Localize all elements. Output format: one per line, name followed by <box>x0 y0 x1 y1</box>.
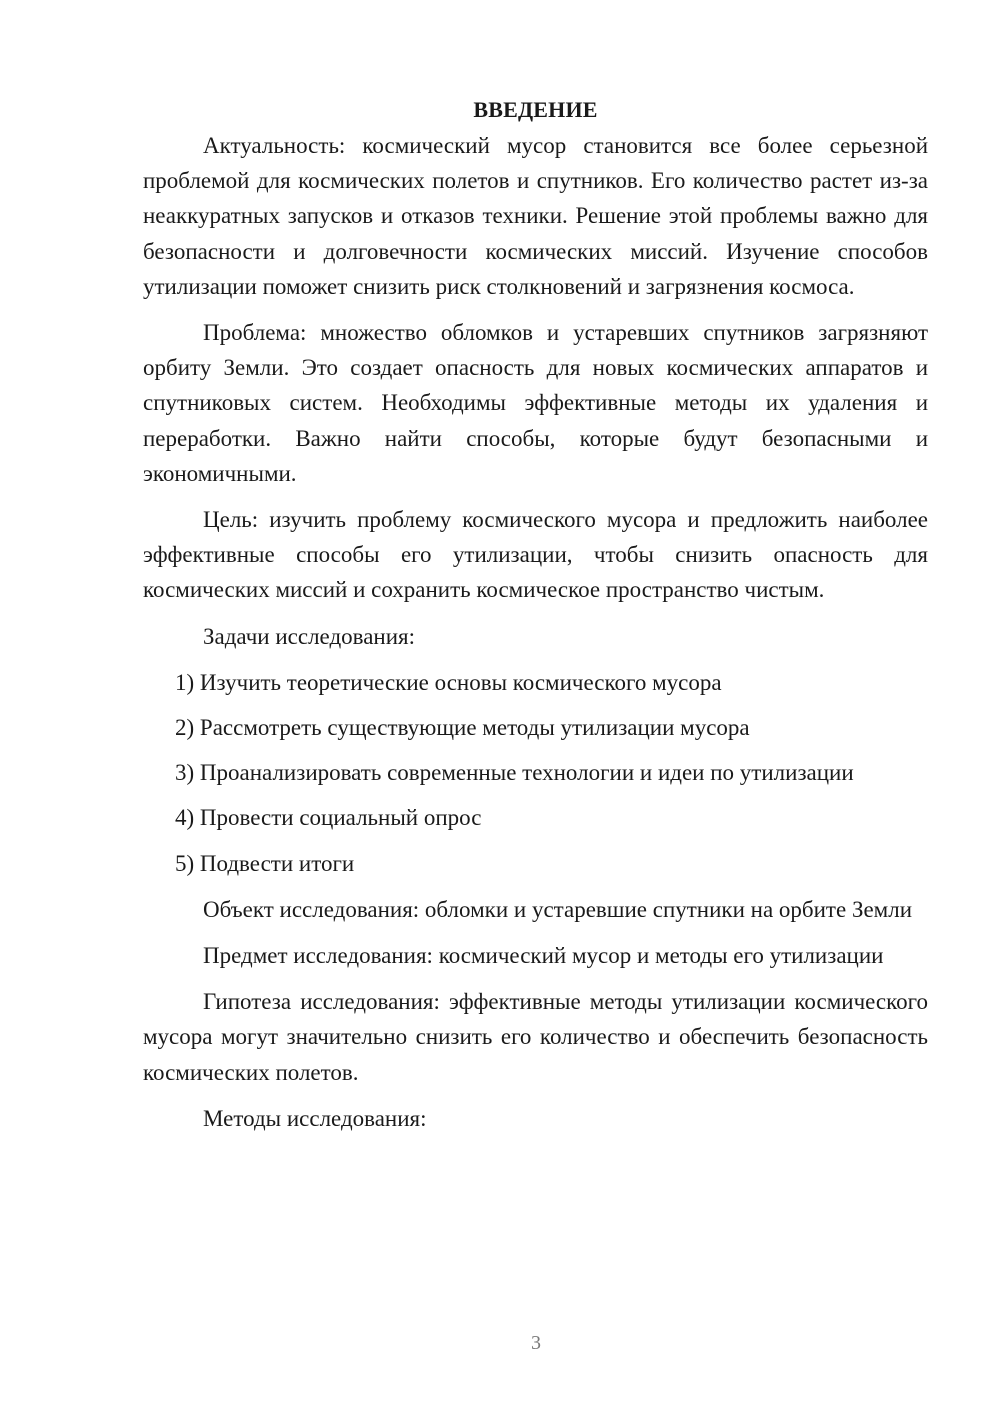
paragraph-object: Объект исследования: обломки и устаревшие спутники на орбите Земли <box>203 896 913 922</box>
task-item-5: 5) Подвести итоги <box>175 850 355 876</box>
task-item-2: 2) Рассмотреть существующие методы утилизации мусора <box>175 715 750 741</box>
paragraph-problem: Проблема: множество обломков и устаревших спутников загрязняют орбиту Земли. Это создает опасность для новых космических аппаратов и спутниковых систем. Необходимы эффективные методы их удаления и переработки. Важно найти способы, которые будут безопасными и экономичными. <box>143 320 928 486</box>
task-item-3: 3) Проанализировать современные технологии и идеи по утилизации <box>175 760 854 786</box>
paragraph-relevance: Актуальность: космический мусор становится все более серьезной проблемой для космических полетов и спутников. Его количество растет из-за неаккуратных запусков и отказов техники. Решение этой проблемы важно для безопасности и долговечности космических миссий. Изучение способов утилизации поможет снизить риск столкновений и загрязнения космоса. <box>143 133 928 299</box>
page-number: 3 <box>531 1332 541 1354</box>
methods-heading: Методы исследования: <box>203 1105 427 1131</box>
task-item-1: 1) Изучить теоретические основы космического мусора <box>175 669 722 695</box>
page-content <box>143 92 928 1147</box>
tasks-heading: Задачи исследования: <box>203 623 416 649</box>
tasks-list <box>143 665 928 881</box>
paragraph-subject: Предмет исследования: космический мусор и методы его утилизации <box>203 943 884 969</box>
paragraph-goal: Цель: изучить проблему космического мусора и предложить наиболее эффективные способы его утилизации, чтобы снизить опасность для космических миссий и сохранить космическое пространство чистым. <box>143 507 928 603</box>
paragraph-hypothesis: Гипотеза исследования: эффективные методы утилизации космического мусора могут значительно снизить его количество и обеспечить безопасность космических полетов. <box>143 989 928 1085</box>
task-item-4: 4) Провести социальный опрос <box>175 805 482 831</box>
document-title: ВВЕДЕНИЕ <box>473 97 598 122</box>
